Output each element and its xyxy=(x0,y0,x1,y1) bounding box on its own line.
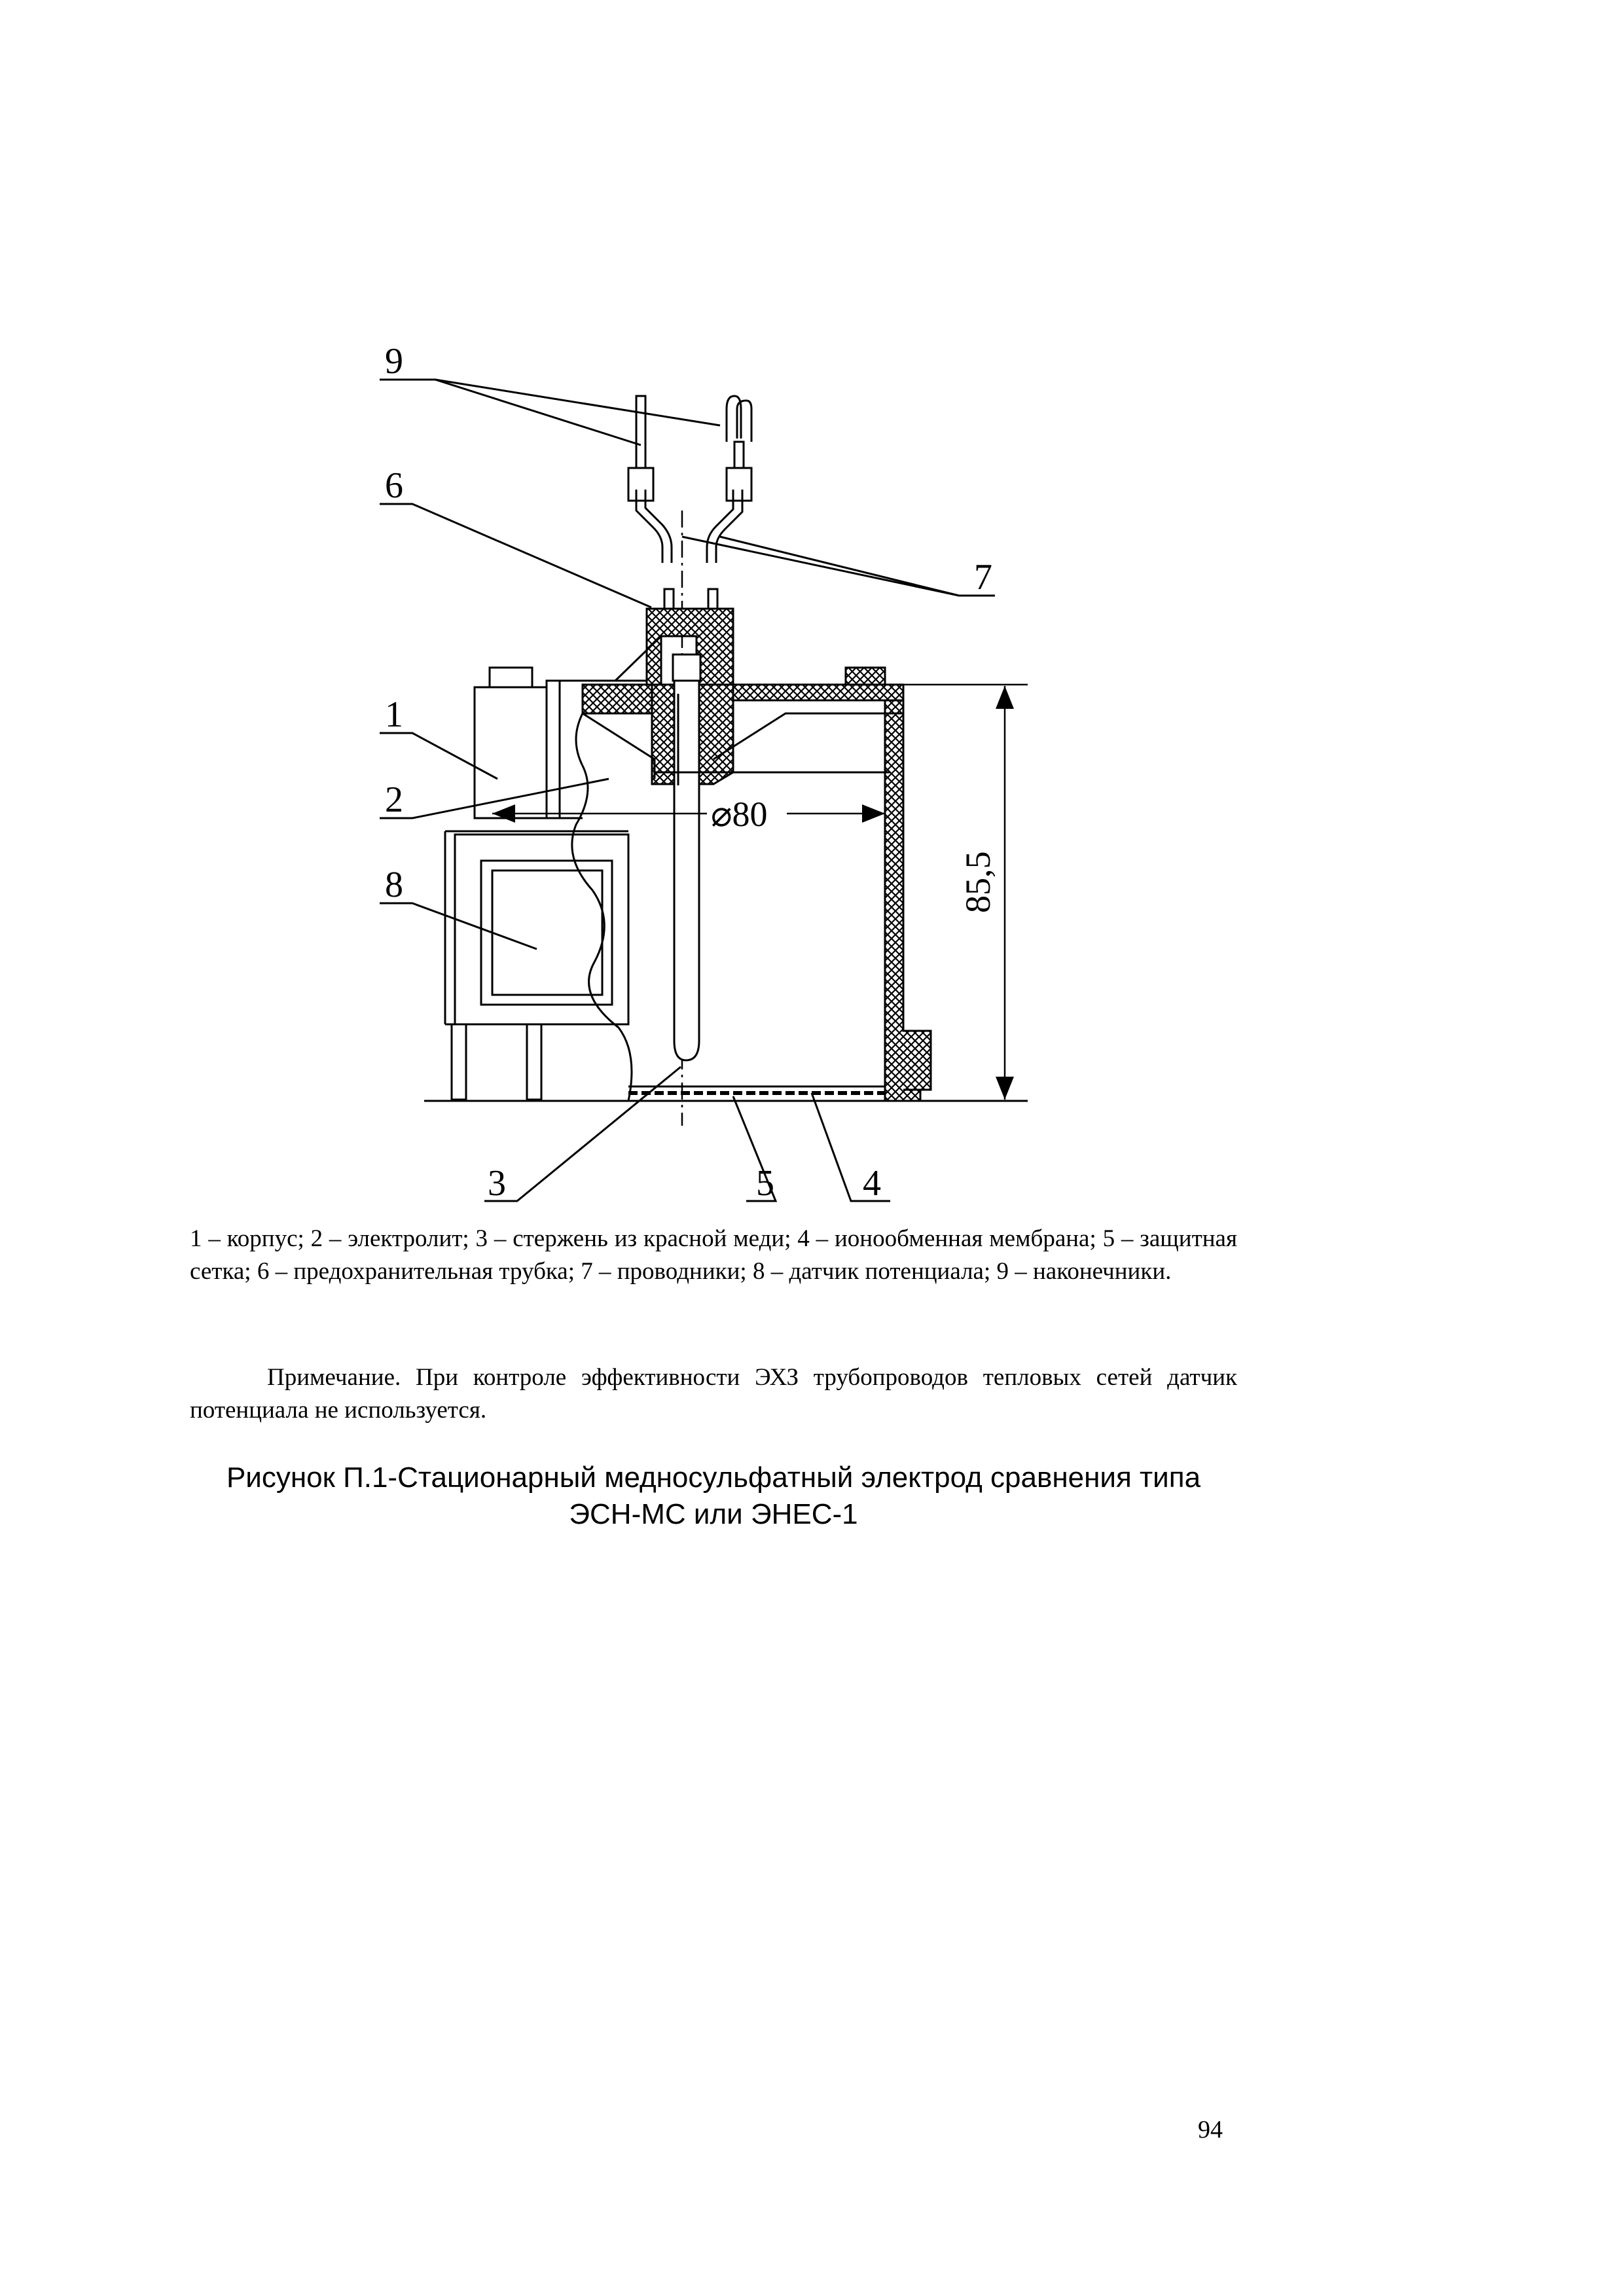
callout-6: 6 xyxy=(385,465,403,506)
leader-6 xyxy=(380,504,651,607)
callout-7: 7 xyxy=(974,557,992,598)
callout-2: 2 xyxy=(385,780,403,820)
page-number: 94 xyxy=(1198,2116,1223,2144)
callout-8: 8 xyxy=(385,865,403,905)
diameter-label: ⌀80 xyxy=(711,795,768,834)
leader-8 xyxy=(380,903,537,949)
leader-9 xyxy=(380,380,641,445)
figure-legend: 1 – корпус; 2 – электролит; 3 – стержень из красной меди; 4 – ионообменная мембрана; 5 – защитная сетка; 6 – предохранительная трубка; 7 – проводники; 8 – датчик потенциала; 9 – наконечники. xyxy=(190,1225,1237,1285)
figure-note: Примечание. При контроле эффективности ЭХЗ трубопроводов тепловых сетей датчик потенциала не используется. xyxy=(190,1364,1237,1424)
caption-line-2: ЭСН-МС или ЭНЕС-1 xyxy=(569,1498,858,1530)
height-label: 85,5 xyxy=(958,851,998,913)
leader-2 xyxy=(380,779,609,818)
callout-3: 3 xyxy=(488,1163,506,1204)
leader-1 xyxy=(380,733,497,779)
housing-lid xyxy=(583,685,903,713)
terminal-left xyxy=(628,468,653,501)
terminal-right xyxy=(727,468,751,501)
figure-caption xyxy=(190,1460,1237,1533)
callout-1: 1 xyxy=(385,694,403,735)
caption-line-1: Рисунок П.1-Стационарный медносульфатный электрод сравнения типа xyxy=(226,1462,1201,1494)
callout-5: 5 xyxy=(756,1163,774,1204)
callout-4: 4 xyxy=(863,1163,881,1204)
callout-9: 9 xyxy=(385,341,403,382)
